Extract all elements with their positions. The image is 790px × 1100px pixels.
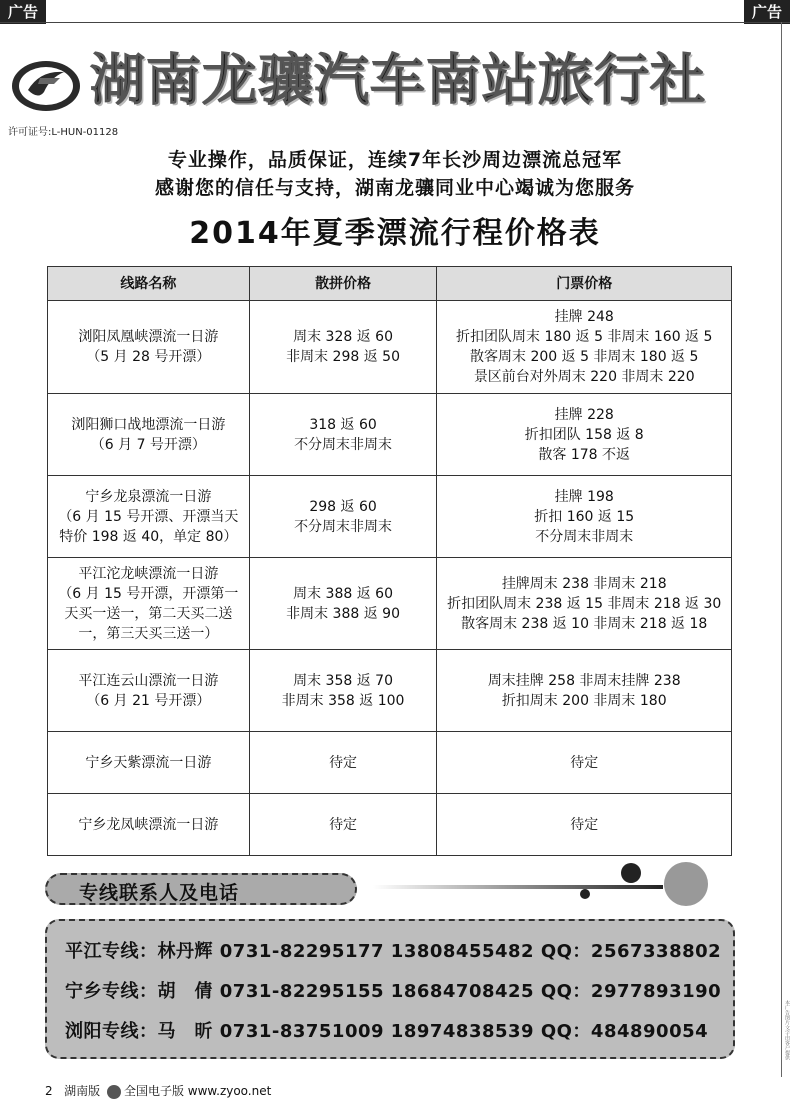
- contact-heading-banner: [45, 873, 357, 905]
- site-logo-icon: [107, 1085, 121, 1099]
- table-header-row: [48, 267, 732, 301]
- contact-liuyang: 浏阳专线：马 昕 0731-83751009 18974838539 QQ：484890054: [65, 1021, 709, 1042]
- site-url[interactable]: www.zyoo.net: [187, 1084, 272, 1098]
- page-number: 2: [45, 1084, 53, 1098]
- group-price-cell: 周末 358 返 70 非周末 358 返 100: [249, 650, 437, 732]
- ad-tag-left: 广告: [0, 0, 46, 24]
- ticket-price-cell: 挂牌周末 238 非周末 218 折扣团队周末 238 返 15 非周末 218 返 30 散客周末 238 返 10 非周末 218 返 18: [437, 558, 732, 650]
- table-row: [48, 394, 732, 476]
- brand-name: 湖南龙骧汽车南站旅行社: [90, 48, 707, 112]
- company-logo: [10, 58, 82, 114]
- ad-tag-right: 广告: [744, 0, 790, 24]
- side-note: 本广告图片文字由客户提供: [784, 1000, 790, 1060]
- contact-ningxiang: 宁乡专线：胡 倩 0731-82295155 18684708425 QQ：2977893190: [65, 981, 722, 1002]
- header-ticket-price: 门票价格: [437, 267, 732, 301]
- group-price-cell: 待定: [249, 732, 437, 794]
- ticket-price-cell: 挂牌 198 折扣 160 返 15 不分周末非周末: [437, 476, 732, 558]
- header-group-price: 散拼价格: [249, 267, 437, 301]
- contact-box: [45, 919, 735, 1059]
- header-route: 线路名称: [48, 267, 250, 301]
- site-label: 全国电子版: [123, 1084, 184, 1098]
- route-cell: 浏阳狮口战地漂流一日游 （6 月 7 号开漂）: [48, 394, 250, 476]
- group-price-cell: 待定: [249, 794, 437, 856]
- table-row: [48, 732, 732, 794]
- top-rule: [0, 22, 790, 23]
- table-row: [48, 476, 732, 558]
- slogan-line-1: 专业操作，品质保证，连续7年长沙周边漂流总冠军: [167, 149, 623, 171]
- route-cell: 浏阳凤凰峡漂流一日游 （5 月 28 号开漂）: [48, 301, 250, 394]
- group-price-cell: 周末 328 返 60 非周末 298 返 50: [249, 301, 437, 394]
- ticket-price-cell: 周末挂牌 258 非周末挂牌 238 折扣周末 200 非周末 180: [437, 650, 732, 732]
- route-cell: 平江沱龙峡漂流一日游 （6 月 15 号开漂，开漂第一 天买一送一，第二天买二送 一，第三天买三送一）: [48, 558, 250, 650]
- table-row: [48, 558, 732, 650]
- footer: [45, 1082, 271, 1099]
- table-row: [48, 794, 732, 856]
- group-price-cell: 298 返 60 不分周末非周末: [249, 476, 437, 558]
- group-price-cell: 周末 388 返 60 非周末 388 返 90: [249, 558, 437, 650]
- ticket-price-cell: 待定: [437, 732, 732, 794]
- price-table-title: 2014年夏季漂流行程价格表: [189, 216, 601, 251]
- route-cell: 宁乡龙凤峡漂流一日游: [48, 794, 250, 856]
- ticket-price-cell: 挂牌 228 折扣团队 158 返 8 散客 178 不返: [437, 394, 732, 476]
- route-cell: 宁乡龙泉漂流一日游 （6 月 15 号开漂、开漂当天 特价 198 返 40，单定 80）: [48, 476, 250, 558]
- table-row: [48, 301, 732, 394]
- ticket-price-cell: 待定: [437, 794, 732, 856]
- route-cell: 宁乡天紫漂流一日游: [48, 732, 250, 794]
- group-price-cell: 318 返 60 不分周末非周末: [249, 394, 437, 476]
- route-cell: 平江连云山漂流一日游 （6 月 21 号开漂）: [48, 650, 250, 732]
- contact-heading: 专线联系人及电话: [79, 882, 240, 904]
- license-number: 许可证号:L-HUN-01128: [8, 127, 119, 138]
- contact-pingjiang: 平江专线：林丹辉 0731-82295177 13808455482 QQ：2567338802: [65, 941, 722, 962]
- edition-label: 湖南版: [64, 1084, 101, 1098]
- table-row: [48, 650, 732, 732]
- ticket-price-cell: 挂牌 248 折扣团队周末 180 返 5 非周末 160 返 5 散客周末 200 返 5 非周末 180 返 5 景区前台对外周末 220 非周末 220: [437, 301, 732, 394]
- decorative-circles: [373, 860, 733, 920]
- slogan-line-2: 感谢您的信任与支持，湖南龙骧同业中心竭诚为您服务: [154, 177, 635, 199]
- price-table: [47, 266, 732, 856]
